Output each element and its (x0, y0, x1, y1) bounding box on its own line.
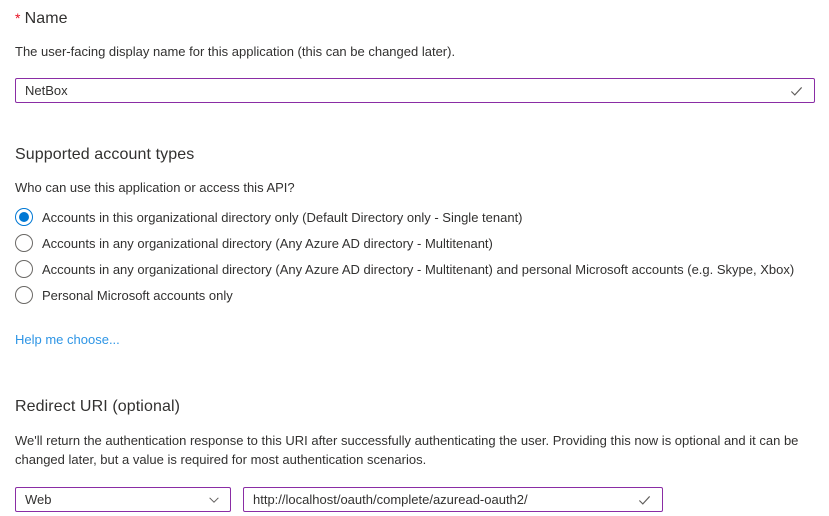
radio-option-multitenant[interactable] (15, 230, 815, 256)
radio-option-label: Accounts in any organizational directory (Any Azure AD directory - Multitenant) and personal Microsoft accounts (e.g. Skype, Xbox) (42, 261, 795, 277)
chevron-down-icon (207, 493, 221, 507)
name-section-title (15, 10, 815, 28)
radio-option-single-tenant[interactable] (15, 204, 815, 230)
radio-option-personal-only[interactable] (15, 282, 815, 308)
account-types-radio-group (15, 204, 815, 308)
platform-select[interactable] (15, 487, 231, 512)
radio-option-label: Accounts in any organizational directory (Any Azure AD directory - Multitenant) (42, 235, 493, 251)
account-types-title: Supported account types (15, 146, 195, 163)
radio-button-icon (15, 260, 33, 278)
radio-button-icon (15, 286, 33, 304)
valid-check-icon (637, 492, 652, 507)
name-section (15, 10, 815, 103)
redirect-uri-section (15, 398, 815, 512)
name-input[interactable] (15, 78, 815, 103)
platform-select-value: Web (25, 492, 52, 507)
radio-option-label: Accounts in this organizational directory only (Default Directory only - Single tenant) (42, 209, 523, 225)
name-description: The user-facing display name for this application (this can be changed later). (15, 44, 456, 59)
redirect-uri-input[interactable] (243, 487, 663, 512)
name-title-text: Name (24, 10, 68, 27)
redirect-uri-title: Redirect URI (optional) (15, 398, 181, 415)
account-types-question: Who can use this application or access this API? (15, 180, 295, 195)
help-me-choose-link[interactable]: Help me choose... (15, 332, 120, 347)
redirect-uri-description: We'll return the authentication response to this URI after successfully authenticating the user. Providing this now is optional and it can be changed later, but a value is required for most authentication scenarios. (15, 433, 799, 467)
supported-account-types-section (15, 146, 815, 349)
name-field (15, 78, 815, 103)
radio-button-icon (15, 208, 33, 226)
radio-option-multitenant-personal[interactable] (15, 256, 815, 282)
valid-check-icon (789, 83, 804, 98)
redirect-uri-field (243, 487, 663, 512)
radio-button-icon (15, 234, 33, 252)
required-asterisk: * (15, 10, 21, 26)
radio-option-label: Personal Microsoft accounts only (42, 287, 233, 303)
redirect-uri-row (15, 487, 815, 512)
